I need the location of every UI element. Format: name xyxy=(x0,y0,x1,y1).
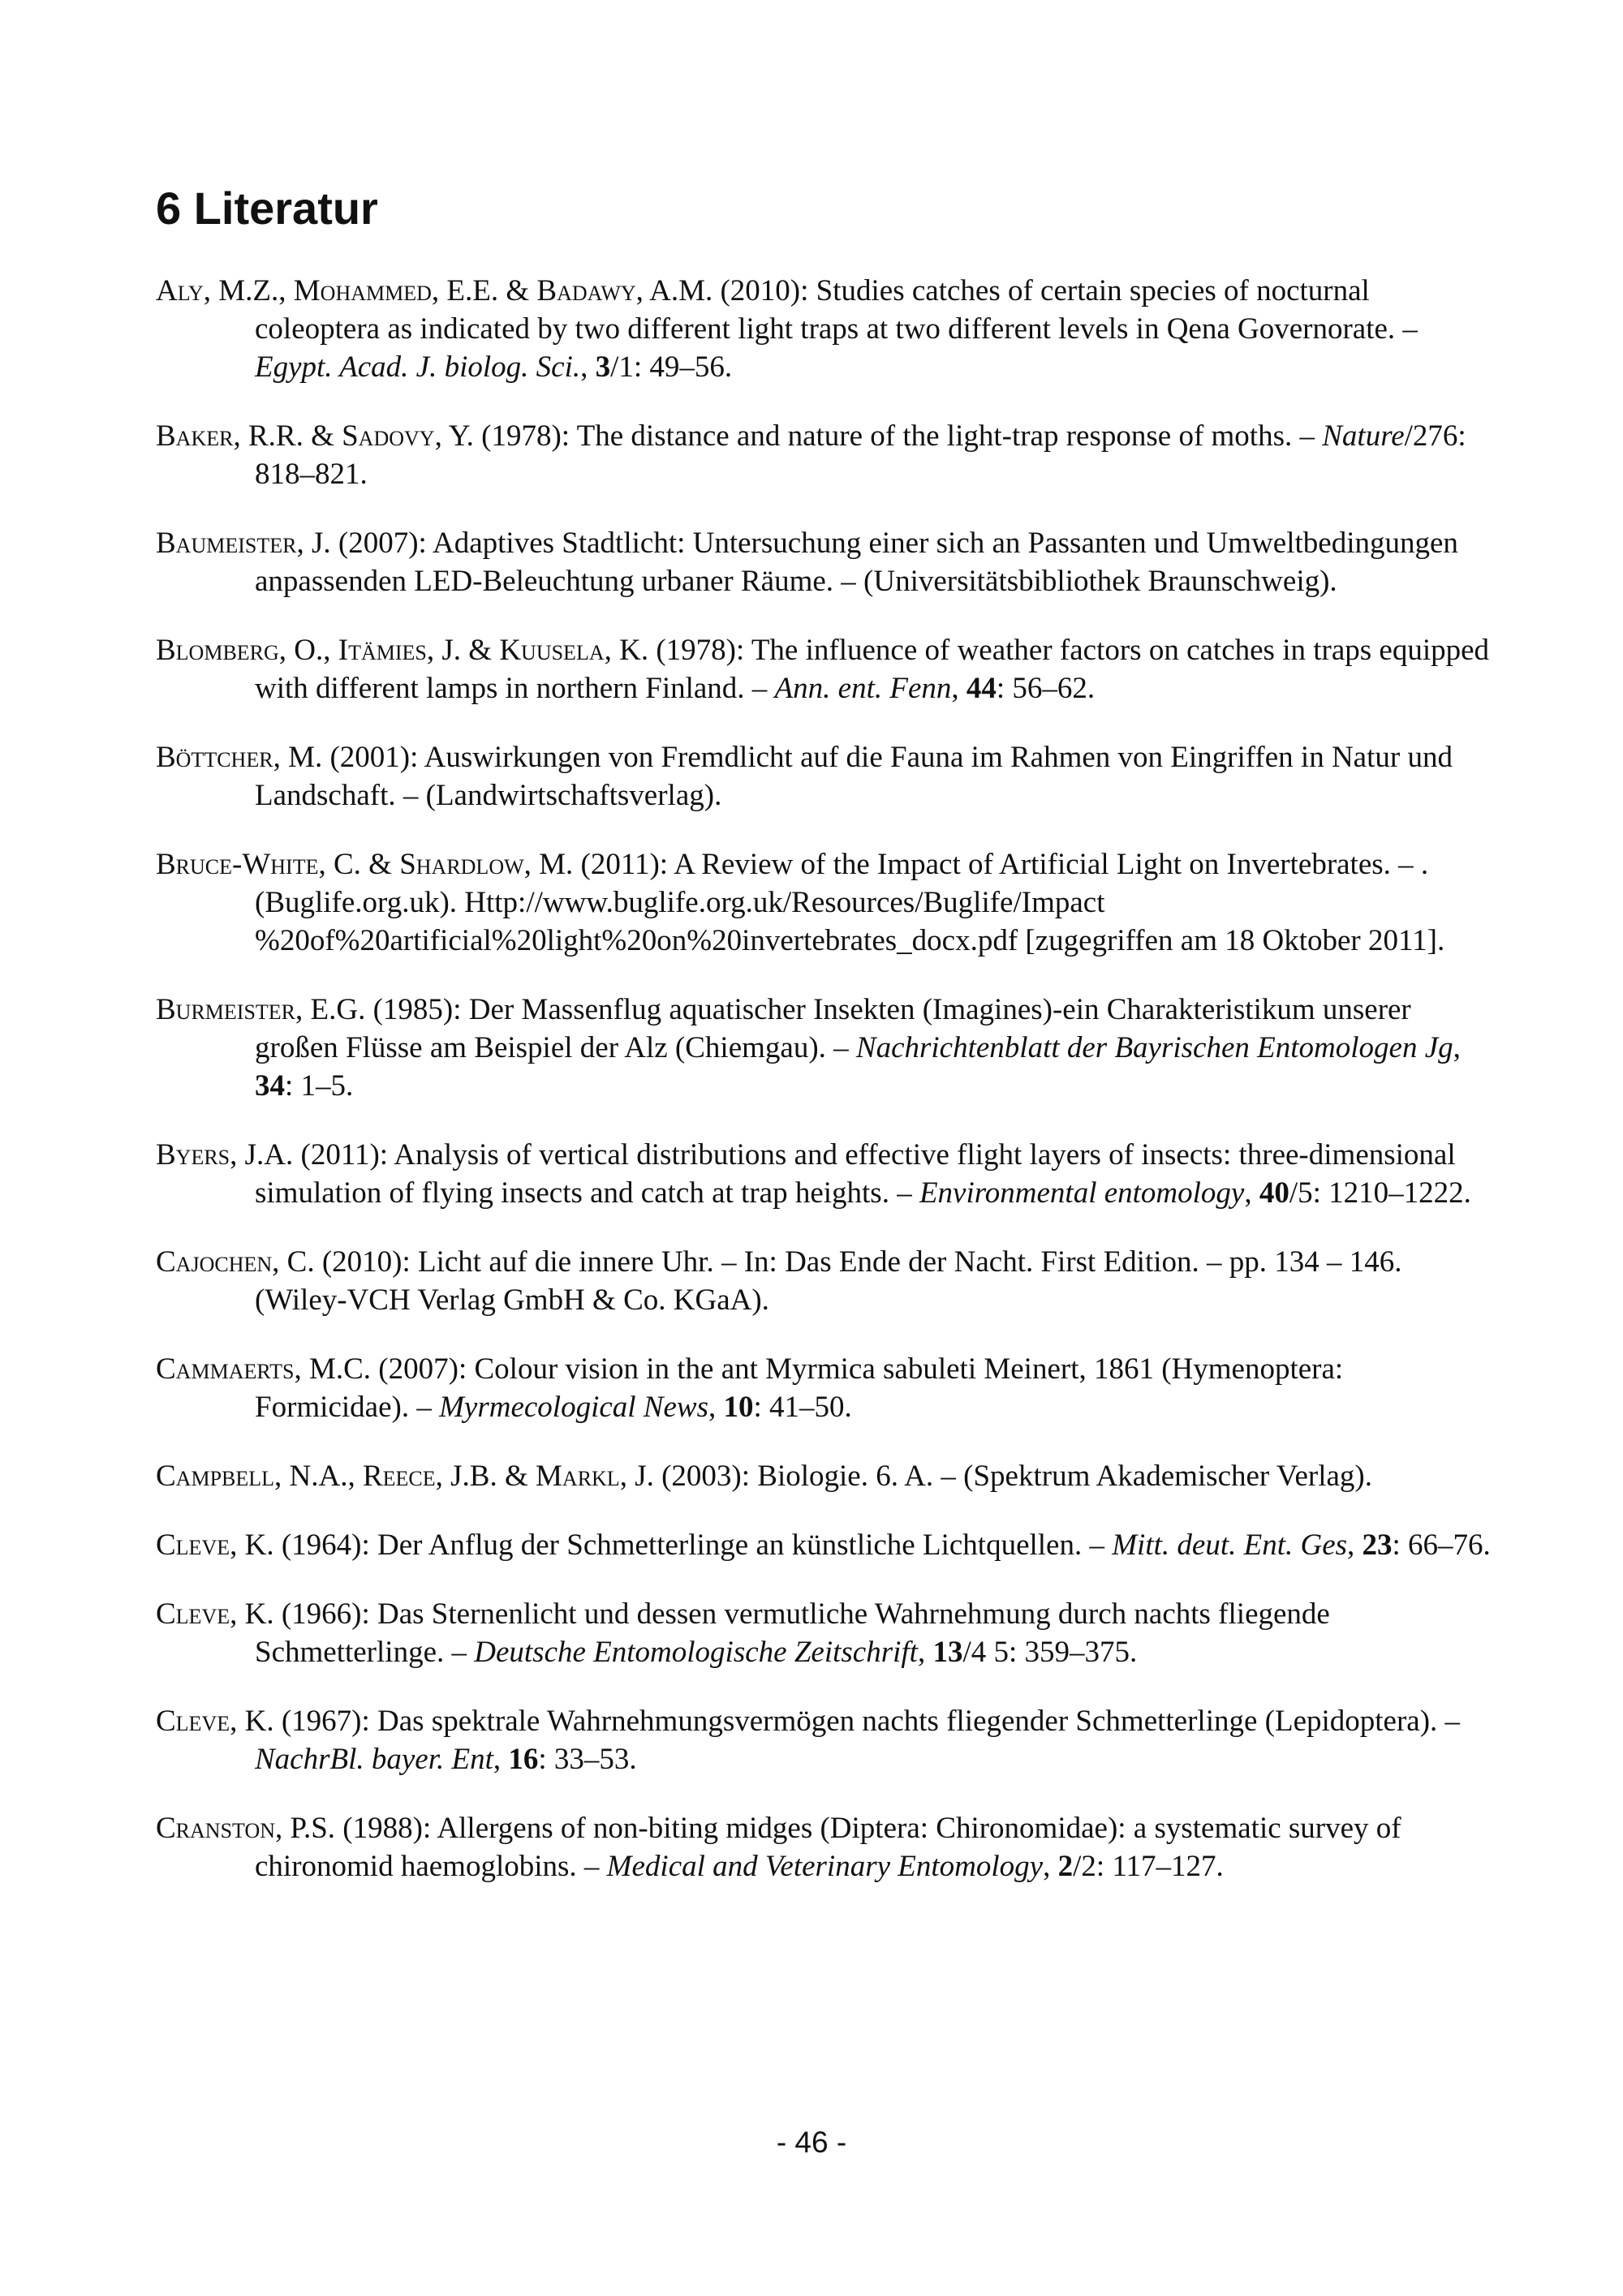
reference-text: , K. (1978): The influence of weather factors on catches in traps equipped with different lamps in northern Finland. – xyxy=(255,634,1490,705)
reference-text: , J. (2003): Biologie. 6. A. – (Spektrum Akademischer Verlag). xyxy=(619,1460,1372,1493)
author-name: Cleve xyxy=(156,1529,230,1562)
volume-number: 3 xyxy=(595,350,611,384)
reference-text: /2: 117–127. xyxy=(1073,1850,1224,1883)
author-name: Markl xyxy=(536,1460,620,1493)
reference-text: , xyxy=(1453,1031,1461,1064)
reference-text: , xyxy=(708,1391,724,1424)
reference-entry xyxy=(156,1809,1499,1885)
author-name: Reece xyxy=(362,1460,436,1493)
reference-entry xyxy=(156,631,1499,707)
reference-entry xyxy=(156,1136,1499,1212)
author-name: Itämies xyxy=(338,634,427,667)
reference-text: , Y. (1978): The distance and nature of the light-trap response of moths. – xyxy=(434,419,1323,453)
author-name: Cajochen xyxy=(156,1245,273,1279)
author-name: Aly xyxy=(156,274,204,307)
reference-text: , xyxy=(917,1636,933,1669)
volume-number: 40 xyxy=(1259,1176,1289,1210)
reference-entry xyxy=(156,1526,1499,1564)
reference-text: , xyxy=(1244,1176,1259,1210)
reference-text: , K. (1967): Das spektrale Wahrnehmungsvermögen nachts fliegender Schmetterlinge (Lepidoptera). – xyxy=(230,1705,1461,1738)
reference-text: : 1–5. xyxy=(285,1069,354,1103)
reference-text: /276: 818–821. xyxy=(255,419,1466,491)
reference-text: , xyxy=(1043,1850,1058,1883)
author-name: Mohammed xyxy=(293,274,432,307)
author-name: Cleve xyxy=(156,1705,230,1738)
journal-title: Nachrichtenblatt der Bayrischen Entomologen Jg xyxy=(855,1031,1453,1064)
author-name: Campbell xyxy=(156,1460,275,1493)
volume-number: 10 xyxy=(723,1391,754,1424)
reference-text: , J.A. (2011): Analysis of vertical distributions and effective flight layers of insects: three-dimensional simulation of flying insects and catch at trap heights. – xyxy=(230,1138,1456,1210)
journal-title: NachrBl. bayer. Ent xyxy=(255,1743,493,1776)
reference-entry xyxy=(156,991,1499,1105)
author-name: Burmeister xyxy=(156,993,296,1026)
volume-number: 34 xyxy=(255,1069,285,1103)
author-name: Cleve xyxy=(156,1597,230,1631)
author-name: Bruce-White xyxy=(156,848,319,881)
volume-number: 44 xyxy=(966,672,997,705)
page-number: - 46 - xyxy=(776,2126,847,2159)
journal-title: Egypt. Acad. J. biolog. Sci. xyxy=(255,350,581,384)
journal-title: Myrmecological News xyxy=(439,1391,708,1424)
reference-text: : 66–76. xyxy=(1392,1529,1491,1562)
reference-entry xyxy=(156,1457,1499,1495)
reference-text: , J. & xyxy=(426,634,500,667)
reference-text: , P.S. (1988): Allergens of non-biting midges (Diptera: Chironomidae): a systematic survey of chironomid haemoglobins. – xyxy=(255,1812,1401,1883)
reference-text: , M. (2001): Auswirkungen von Fremdlicht auf die Fauna im Rahmen von Eingriffen in Natur und Landschaft. – (Landwirtschaftsverlag). xyxy=(255,741,1453,812)
reference-text: , J. (2007): Adaptives Stadtlicht: Untersuchung einer sich an Passanten und Umweltbedingungen anpassenden LED-Beleuchtung urbaner Räume. – (Universitätsbibliothek Braunschweig). xyxy=(255,527,1458,598)
reference-text: , K. (1966): Das Sternenlicht und dessen vermutliche Wahrnehmung durch nachts fliegende Schmetterlinge. – xyxy=(230,1597,1330,1669)
author-name: Cammaerts xyxy=(156,1352,295,1386)
reference-entry xyxy=(156,738,1499,815)
volume-number: 2 xyxy=(1057,1850,1074,1883)
reference-text: , C. (2010): Licht auf die innere Uhr. – In: Das Ende der Nacht. First Edition. – pp. 134 – 146. (Wiley-VCH Verlag GmbH & Co. KGaA). xyxy=(255,1245,1402,1317)
reference-entry xyxy=(156,272,1499,386)
reference-text: , A.M. (2010): Studies catches of certain species of nocturnal coleoptera as indicated by two different light traps at two different levels in Qena Governorate. – xyxy=(255,274,1418,346)
journal-title: Mitt. deut. Ent. Ges xyxy=(1112,1529,1348,1562)
reference-text: , M.Z., xyxy=(203,274,294,307)
author-name: Sadovy xyxy=(342,419,435,453)
reference-entry xyxy=(156,1243,1499,1319)
reference-entry xyxy=(156,417,1499,493)
reference-text: , xyxy=(951,672,966,705)
author-name: Shardlow xyxy=(399,848,524,881)
reference-text: , xyxy=(1347,1529,1363,1562)
author-name: Badawy xyxy=(536,274,636,307)
reference-text: , M. (2011): A Review of the Impact of Artificial Light on Invertebrates. – . (Buglife.org.uk). Http://www.buglife.org.uk/Resources/Buglife/Impact %20of%20artificial%20light%20on%20invertebrates_docx.pdf [zugegriffen am 18 Oktober 2011]. xyxy=(255,848,1445,957)
author-name: Baker xyxy=(156,419,234,453)
volume-number: 13 xyxy=(932,1636,963,1669)
reference-text: , R.R. & xyxy=(233,419,342,453)
reference-text: : 33–53. xyxy=(538,1743,637,1776)
reference-entry xyxy=(156,1702,1499,1778)
author-name: Kuusela xyxy=(499,634,605,667)
reference-text: , E.E. & xyxy=(431,274,537,307)
reference-list xyxy=(156,272,1499,1916)
reference-entry xyxy=(156,1595,1499,1671)
reference-entry xyxy=(156,845,1499,960)
journal-title: Ann. ent. Fenn xyxy=(774,672,952,705)
volume-number: 23 xyxy=(1362,1529,1393,1562)
author-name: Böttcher xyxy=(156,741,273,774)
reference-text: /4 5: 359–375. xyxy=(962,1636,1138,1669)
reference-text: : 41–50. xyxy=(753,1391,852,1424)
journal-title: Environmental entomology xyxy=(919,1176,1245,1210)
reference-text: , xyxy=(493,1743,509,1776)
reference-text: /1: 49–56. xyxy=(610,350,733,384)
journal-title: Nature xyxy=(1322,419,1405,453)
author-name: Baumeister xyxy=(156,527,297,560)
reference-text: , C. & xyxy=(318,848,400,881)
volume-number: 16 xyxy=(508,1743,539,1776)
reference-text: , K. (1964): Der Anflug der Schmetterlinge an künstliche Lichtquellen. – xyxy=(230,1529,1113,1562)
reference-text: , J.B. & xyxy=(435,1460,536,1493)
reference-text: , E.G. (1985): Der Massenflug aquatischer Insekten (Imagines)-ein Charakteristikum unserer großen Flüsse am Beispiel der Alz (Chiemgau). – xyxy=(255,993,1411,1064)
reference-entry xyxy=(156,524,1499,600)
reference-entry xyxy=(156,1350,1499,1426)
reference-text: , N.A., xyxy=(274,1460,363,1493)
author-name: Blomberg xyxy=(156,634,279,667)
reference-text: , O., xyxy=(278,634,338,667)
journal-title: Medical and Veterinary Entomology xyxy=(606,1850,1044,1883)
reference-text: , xyxy=(580,350,596,384)
reference-text: : 56–62. xyxy=(996,672,1096,705)
section-heading: 6 Literatur xyxy=(156,183,378,234)
author-name: Byers xyxy=(156,1138,230,1172)
reference-text: /5: 1210–1222. xyxy=(1289,1176,1471,1210)
journal-title: Deutsche Entomologische Zeitschrift xyxy=(474,1636,918,1669)
reference-text: , M.C. (2007): Colour vision in the ant Myrmica sabuleti Meinert, 1861 (Hymenoptera: Formicidae). – xyxy=(255,1352,1344,1424)
author-name: Cranston xyxy=(156,1812,275,1845)
